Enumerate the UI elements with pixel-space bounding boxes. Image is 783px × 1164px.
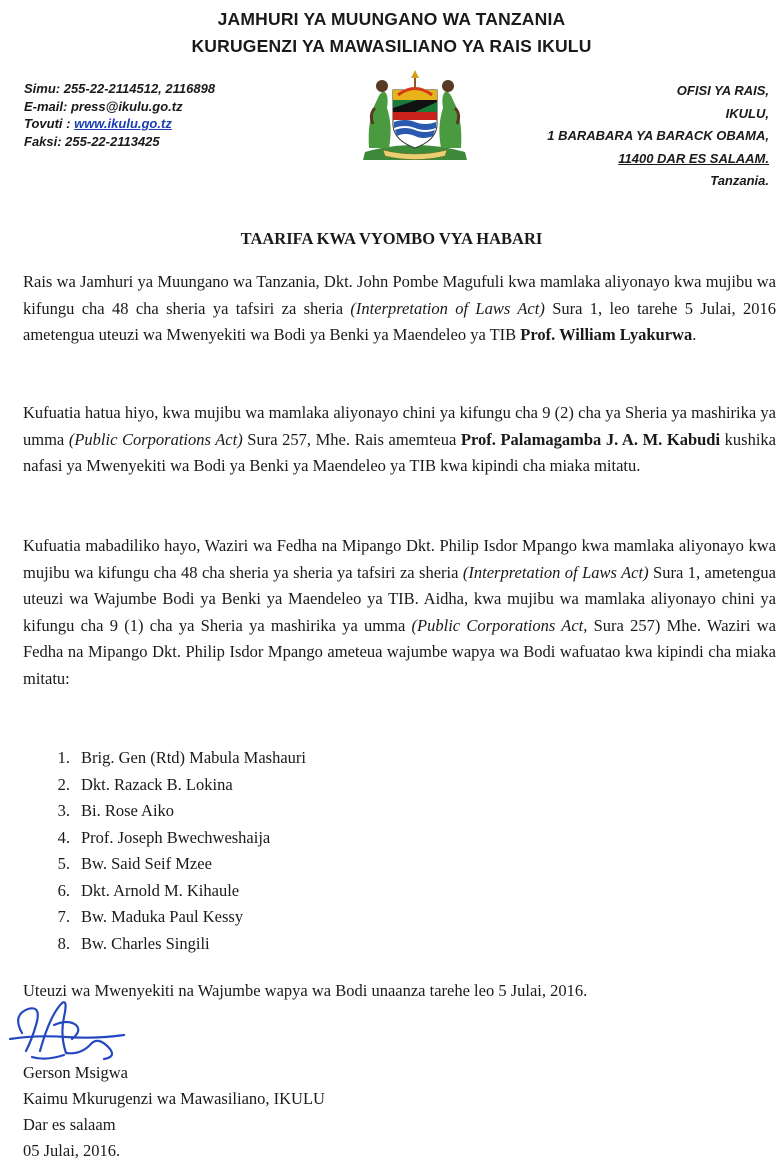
list-item-number: 5.: [57, 854, 70, 873]
list-item-name: Bi. Rose Aiko: [81, 801, 175, 820]
website-link[interactable]: www.ikulu.go.tz: [74, 116, 172, 131]
list-item: [23, 798, 306, 825]
address-line-4: 11400 DAR ES SALAAM.: [618, 150, 769, 166]
contact-fax: Faksi: 255-22-2113425: [24, 133, 160, 149]
address-line-2: IKULU,: [725, 105, 769, 121]
address-block: [547, 80, 769, 193]
p3-text-3: Sura 257) Mhe. Waziri wa Fedha na Mipango Dkt. Philip Isdor Mpango ameteua wajumbe wapya wa Bodi wafuatao kwa kipindi cha miaka mitatu:: [23, 615, 776, 688]
p2-text-3: kushika nafasi ya Mwenyekiti wa Bodi ya Benki ya Maendeleo ya TIB kwa kipindi cha miaka mitatu.: [23, 429, 776, 475]
list-item: [23, 851, 306, 878]
list-item-name: Brig. Gen (Rtd) Mabula Mashauri: [81, 748, 306, 767]
signoff-name: Gerson Msigwa: [23, 1063, 128, 1082]
list-item: [23, 878, 306, 905]
list-item-number: 2.: [57, 774, 70, 794]
signoff-block: [23, 1060, 325, 1164]
address-line-1: OFISI YA RAIS,: [676, 83, 769, 98]
list-item-number: 6.: [57, 880, 70, 900]
p3-italic-1: (Interpretation of Laws Act): [462, 562, 649, 582]
paragraph-3: [23, 533, 776, 692]
p3-text-2: Sura 1, ametengua uteuzi wa Wajumbe Bodi ya Benki ya Maendeleo ya TIB. Aidha, kwa mujibu wa mamlaka aliyonayo chini ya kifungu cha 9 (1) cha ya Sheria ya mashirika ya umma: [23, 562, 776, 635]
list-item: [23, 772, 306, 799]
list-item-name: Bw. Charles Singili: [81, 933, 210, 953]
list-item: [23, 931, 306, 958]
address-line-3: 1 BARABARA YA BARACK OBAMA,: [547, 128, 769, 143]
paragraph-4: Uteuzi wa Mwenyekiti na Wajumbe wapya wa Bodi unaanza tarehe leo 5 Julai, 2016.: [23, 981, 588, 1000]
p1-text-1: Rais wa Jamhuri ya Muungano wa Tanzania, Dkt. John Pombe Magufuli kwa mamlaka aliyonayo kwa mujibu wa kifungu cha 48 cha sheria ya tafsiri za sheria: [23, 272, 776, 318]
contact-email: E-mail: press@ikulu.go.tz: [24, 98, 183, 114]
signoff-position: Kaimu Mkurugenzi wa Mawasiliano, IKULU: [23, 1089, 325, 1108]
contact-block: [24, 80, 215, 150]
p3-text-1: Kufuatia mabadiliko hayo, Waziri wa Fedha na Mipango Dkt. Philip Isdor Mpango kwa mamlaka aliyonayo kwa mujibu wa kifungu cha 48 cha sheria ya sheria ya tafsiri za sheria: [23, 536, 776, 582]
document-title: TAARIFA KWA VYOMBO VYA HABARI: [240, 229, 543, 248]
p1-text-3: .: [692, 325, 697, 344]
p1-text-2: Sura 1, leo tarehe 5 Julai, 2016 ametengua uteuzi wa Mwenyekiti wa Bodi ya Benki ya Maendeleo ya TIB: [23, 298, 776, 344]
p2-bold-1: Prof. Palamagamba J. A. M. Kabudi: [460, 429, 721, 449]
list-item: [23, 825, 306, 852]
paragraph-2: [23, 400, 776, 480]
header-line-1: JAMHURI YA MUUNGANO WA TANZANIA: [217, 9, 566, 29]
p3-italic-2: (Public Corporations Act,: [411, 615, 588, 635]
p2-text-2: Sura 257, Mhe. Rais amemteua: [242, 429, 461, 449]
list-item-number: 7.: [57, 907, 70, 926]
p1-italic-1: (Interpretation of Laws Act): [350, 298, 545, 318]
header-line-2: KURUGENZI YA MAWASILIANO YA RAIS IKULU: [191, 36, 592, 56]
paragraph-1: [23, 269, 776, 349]
p2-text-1: Kufuatia hatua hiyo, kwa mujibu wa mamlaka aliyonayo chini ya kifungu cha 9 (2) cha ya Sheria ya mashirika ya umma: [23, 403, 776, 449]
list-item-name: Bw. Maduka Paul Kessy: [81, 907, 244, 926]
list-item: [23, 745, 306, 772]
contact-phone: Simu: 255-22-2114512, 2116898: [24, 81, 216, 96]
list-item-number: 3.: [57, 801, 70, 820]
tanzania-coat-of-arms-icon: [355, 68, 475, 162]
signoff-date: 05 Julai, 2016.: [23, 1141, 121, 1160]
p1-bold-1: Prof. William Lyakurwa: [520, 325, 693, 344]
members-list: [23, 745, 306, 957]
website-label: Tovuti :: [24, 116, 75, 131]
list-item-name: Dkt. Arnold M. Kihaule: [81, 880, 240, 900]
signoff-place: Dar es salaam: [23, 1115, 116, 1134]
list-item-number: 8.: [57, 933, 70, 953]
contact-website: [24, 115, 215, 133]
list-item-name: Prof. Joseph Bwechweshaija: [81, 827, 271, 847]
address-line-5: Tanzania.: [710, 173, 769, 188]
list-item-name: Bw. Said Seif Mzee: [81, 854, 212, 873]
signature-icon: [6, 995, 132, 1065]
p2-italic-1: (Public Corporations Act): [68, 429, 243, 449]
list-item: [23, 904, 306, 931]
list-item-number: 4.: [57, 827, 70, 847]
list-item-number: 1.: [57, 748, 70, 767]
list-item-name: Dkt. Razack B. Lokina: [81, 774, 233, 794]
